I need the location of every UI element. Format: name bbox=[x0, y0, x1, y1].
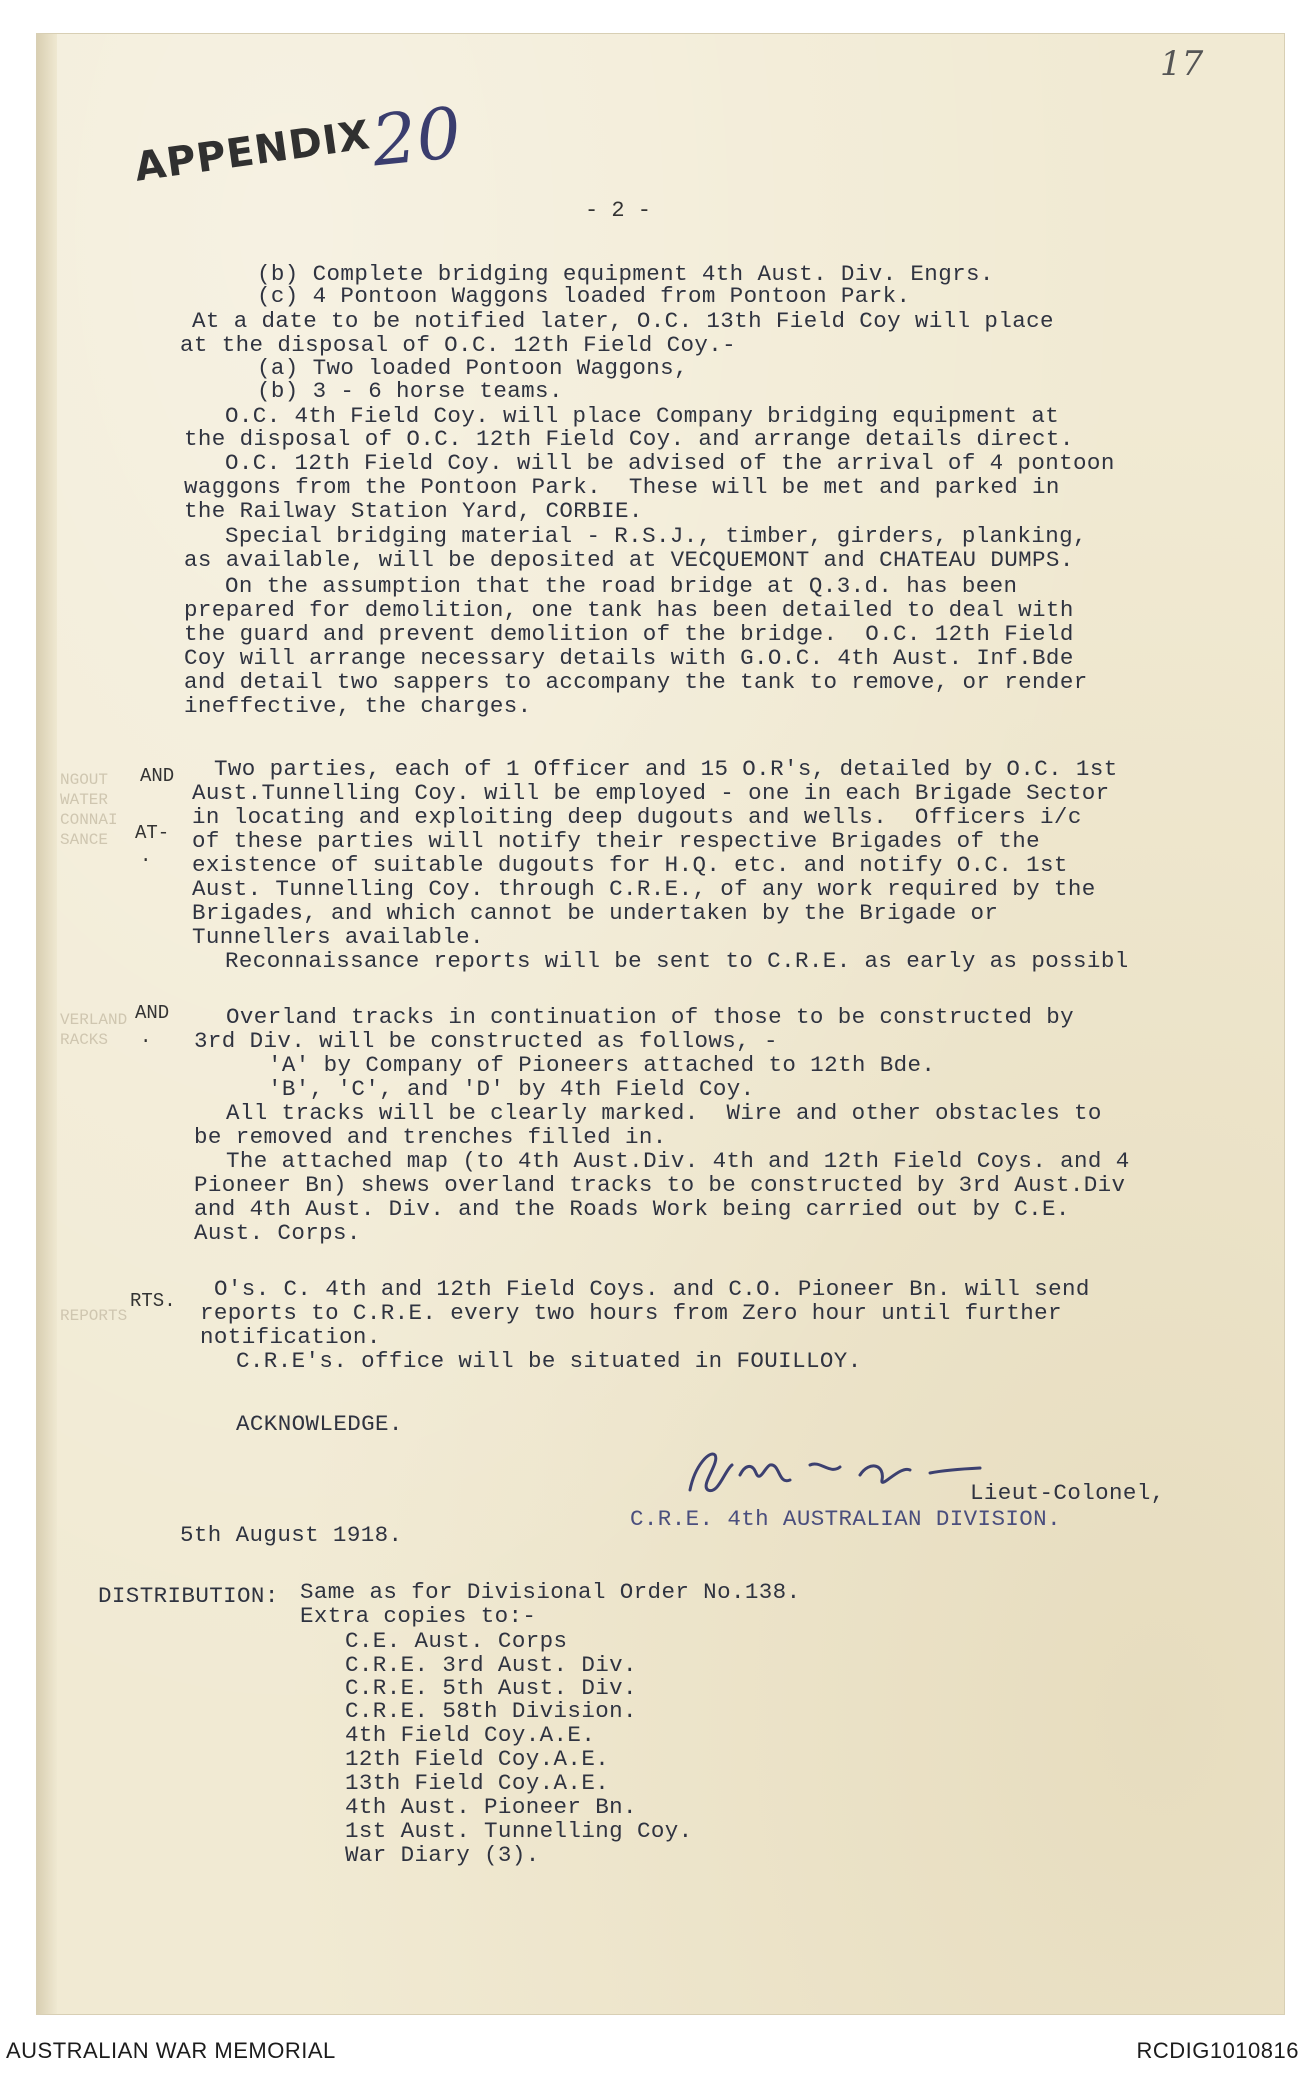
text-line: as available, will be deposited at VECQUEMONT and CHATEAU DUMPS. bbox=[184, 547, 1074, 573]
text-line: (b) Complete bridging equipment 4th Aust. Div. Engrs. bbox=[257, 261, 994, 287]
bleed-through-left-2: VERLAND RACKS bbox=[60, 1011, 128, 1049]
signatory-rank: Lieut-Colonel, bbox=[970, 1480, 1165, 1506]
text-line: existence of suitable dugouts for H.Q. etc. and notify O.C. 1st bbox=[192, 852, 1068, 878]
signatory-appointment: C.R.E. 4th AUSTRALIAN DIVISION. bbox=[630, 1506, 1061, 1532]
text-line: (c) 4 Pontoon Waggons loaded from Pontoon Park. bbox=[257, 283, 911, 309]
distribution-recipient: War Diary (3). bbox=[345, 1842, 540, 1868]
text-line: Reconnaissance reports will be sent to C.R.E. as early as possibl bbox=[225, 948, 1129, 974]
text-line: Tunnellers available. bbox=[192, 924, 484, 950]
distribution-label: DISTRIBUTION: bbox=[98, 1583, 279, 1609]
text-line: Brigades, and which cannot be undertaken by the Brigade or bbox=[192, 900, 999, 926]
text-line: C.R.E's. office will be situated in FOUILLOY. bbox=[236, 1348, 862, 1374]
text-line: and 4th Aust. Div. and the Roads Work being carried out by C.E. bbox=[194, 1196, 1070, 1222]
text-line: All tracks will be clearly marked. Wire and other obstacles to bbox=[226, 1100, 1102, 1126]
distribution-recipient: 12th Field Coy.A.E. bbox=[345, 1746, 610, 1772]
text-line: The attached map (to 4th Aust.Div. 4th and 12th Field Coys. and 4 bbox=[226, 1148, 1130, 1174]
text-line: Aust. Tunnelling Coy. through C.R.E., of any work required by the bbox=[192, 876, 1096, 902]
text-line: Overland tracks in continuation of those to be constructed by bbox=[226, 1004, 1075, 1030]
text-line: Aust.Tunnelling Coy. will be employed - one in each Brigade Sector bbox=[192, 780, 1110, 806]
text-line: On the assumption that the road bridge at Q.3.d. has been bbox=[225, 573, 1018, 599]
text-line: At a date to be notified later, O.C. 13th Field Coy will place bbox=[192, 308, 1054, 334]
distribution-recipient: C.E. Aust. Corps bbox=[345, 1628, 568, 1654]
text-line: notification. bbox=[200, 1324, 381, 1350]
distribution-recipient: C.R.E. 58th Division. bbox=[345, 1698, 637, 1724]
text-line: and detail two sappers to accompany the tank to remove, or render bbox=[184, 669, 1088, 695]
distribution-first-line: Same as for Divisional Order No.138. bbox=[300, 1579, 801, 1605]
text-line: the Railway Station Yard, CORBIE. bbox=[184, 498, 643, 524]
text-line: 'A' by Company of Pioneers attached to 12th Bde. bbox=[268, 1052, 936, 1078]
text-line: Aust. Corps. bbox=[194, 1220, 361, 1246]
distribution-recipient: C.R.E. 5th Aust. Div. bbox=[345, 1675, 637, 1701]
appendix-number: 20 bbox=[367, 91, 466, 183]
text-line: Coy will arrange necessary details with G.O.C. 4th Aust. Inf.Bde bbox=[184, 645, 1074, 671]
distribution-recipient: C.R.E. 3rd Aust. Div. bbox=[345, 1652, 637, 1678]
distribution-recipient: 13th Field Coy.A.E. bbox=[345, 1770, 610, 1796]
text-line: 'B', 'C', and 'D' by 4th Field Coy. bbox=[268, 1076, 755, 1102]
margin-heading-overland: AND bbox=[135, 1002, 170, 1024]
margin-heading-water: AT- bbox=[135, 822, 170, 844]
text-line: be removed and trenches filled in. bbox=[194, 1124, 667, 1150]
distribution-recipient: 4th Aust. Pioneer Bn. bbox=[345, 1794, 637, 1820]
distribution-second-line: Extra copies to:- bbox=[300, 1603, 537, 1629]
acknowledge-line: ACKNOWLEDGE. bbox=[236, 1411, 403, 1437]
distribution-recipient: 4th Field Coy.A.E. bbox=[345, 1722, 596, 1748]
bleed-through-left: NGOUT WATER CONNAI SANCE bbox=[60, 771, 118, 849]
text-line: O.C. 4th Field Coy. will place Company bridging equipment at bbox=[225, 403, 1060, 429]
distribution-recipient: 1st Aust. Tunnelling Coy. bbox=[345, 1818, 693, 1844]
text-line: the guard and prevent demolition of the bridge. O.C. 12th Field bbox=[184, 621, 1074, 647]
text-line: at the disposal of O.C. 12th Field Coy.- bbox=[180, 332, 737, 358]
text-line: Special bridging material - R.S.J., timber, girders, planking, bbox=[225, 523, 1087, 549]
document-date: 5th August 1918. bbox=[180, 1522, 403, 1548]
footer-institution: AUSTRALIAN WAR MEMORIAL bbox=[6, 2038, 336, 2063]
page-number: - 2 - bbox=[585, 198, 652, 223]
text-line: Two parties, each of 1 Officer and 15 O.R's, detailed by O.C. 1st bbox=[214, 756, 1118, 782]
margin-heading-reports: RTS. bbox=[130, 1290, 176, 1312]
text-line: 3rd Div. will be constructed as follows, - bbox=[194, 1028, 778, 1054]
text-line: waggons from the Pontoon Park. These will be met and parked in bbox=[184, 474, 1060, 500]
text-line: ineffective, the charges. bbox=[184, 693, 532, 719]
text-line: (a) Two loaded Pontoon Waggons, bbox=[257, 355, 688, 381]
text-line: reports to C.R.E. every two hours from Zero hour until further bbox=[200, 1300, 1062, 1326]
margin-heading-dugouts: AND bbox=[140, 765, 175, 787]
appendix-label: APPENDIX bbox=[131, 112, 374, 191]
text-line: O.C. 12th Field Coy. will be advised of the arrival of 4 pontoon bbox=[225, 450, 1115, 476]
footer-record-id: RCDIG1010816 bbox=[1136, 2038, 1299, 2063]
text-line: prepared for demolition, one tank has been detailed to deal with bbox=[184, 597, 1074, 623]
margin-heading-overland-dot: . bbox=[140, 1026, 152, 1048]
margin-heading-water-dot: . bbox=[140, 845, 152, 867]
bleed-through-left-3: REPORTS bbox=[60, 1307, 128, 1325]
text-line: the disposal of O.C. 12th Field Coy. and arrange details direct. bbox=[184, 426, 1074, 452]
text-line: in locating and exploiting deep dugouts and wells. Officers i/c bbox=[192, 804, 1082, 830]
page-edge bbox=[37, 34, 57, 2014]
text-line: O's. C. 4th and 12th Field Coys. and C.O. Pioneer Bn. will send bbox=[214, 1276, 1090, 1302]
folio-number: 17 bbox=[1160, 44, 1204, 84]
text-line: (b) 3 - 6 horse teams. bbox=[257, 378, 563, 404]
text-line: Pioneer Bn) shews overland tracks to be constructed by 3rd Aust.Div bbox=[194, 1172, 1126, 1198]
text-line: of these parties will notify their respective Brigades of the bbox=[192, 828, 1041, 854]
